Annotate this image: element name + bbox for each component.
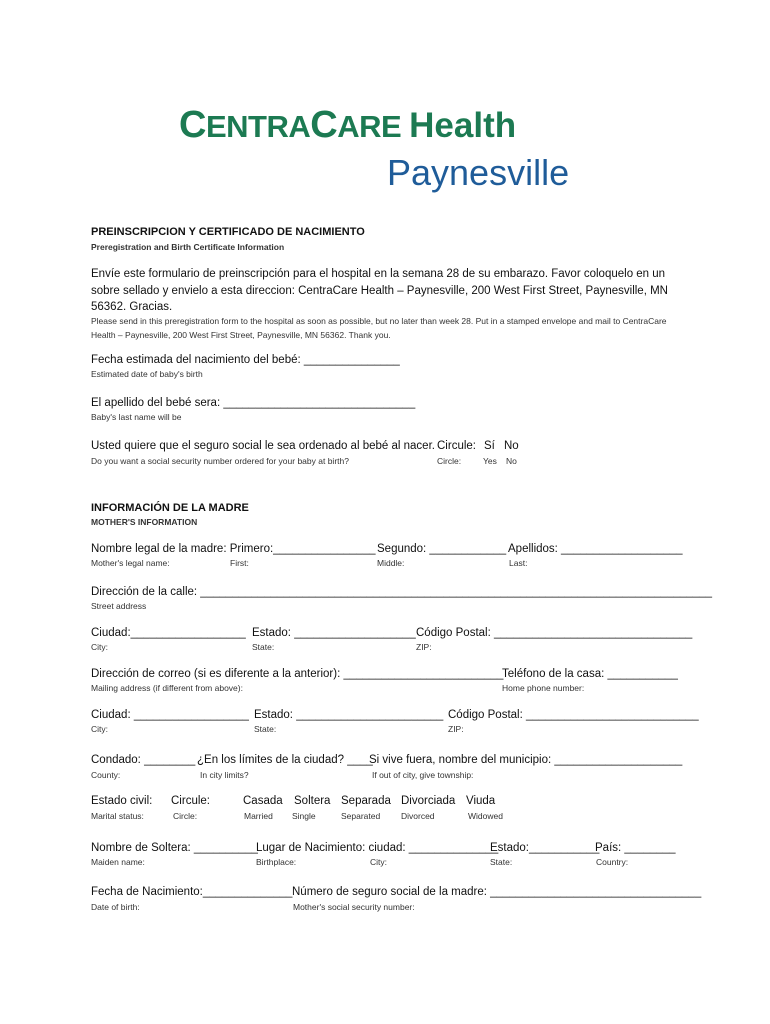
township-label: If out of city, give township: (372, 770, 474, 780)
due-date-label: Estimated date of baby's birth (91, 369, 203, 379)
township-field[interactable]: Si vive fuera, nombre del municipio: ____________________ (369, 754, 683, 766)
birthplace-state-field[interactable]: Estado:___________ (490, 842, 600, 854)
street-address-field[interactable]: Dirección de la calle: ________________________________________________________________________________ (91, 586, 712, 598)
state-label: State: (252, 642, 275, 652)
intro-spanish: Envíe este formulario de preinscripción para el hospital en la semana 28 de su embarazo. Favor coloquelo en un sobre sellado y envielo a esta direccion: CentraCare Health – Paynesville, 200 West First Street, Paynesville, MN 56362. Gracias. (91, 268, 668, 313)
ssn-circle-label: Circule: (437, 440, 476, 452)
mother-section-subtitle: MOTHER'S INFORMATION (91, 517, 198, 527)
county-field[interactable]: Condado: ________ (91, 754, 196, 766)
mailing-zip-field[interactable]: Código Postal: ___________________________ (448, 709, 699, 721)
city-field[interactable]: Ciudad:__________________ (91, 627, 246, 639)
birthplace-label: Birthplace: (256, 857, 297, 867)
intro-english: Please send in this preregistration form to the hospital as soon as possible, but no later than week 28. Put in a stamped envelope and mail to CentraCare Health – Paynesville, 200 West First Street, Paynesville, MN 56362. Thank you. (91, 316, 667, 340)
separated-label: Separated (341, 811, 381, 821)
birthplace-country-field[interactable]: País: ________ (595, 842, 676, 854)
baby-last-name-label: Baby's last name will be (91, 412, 182, 422)
mailing-zip-label: ZIP: (448, 724, 464, 734)
marital-status-label: Estado civil: (91, 795, 153, 807)
maiden-name-label: Maiden name: (91, 857, 145, 867)
mother-section-title: INFORMACIÓN DE LA MADRE (91, 502, 249, 514)
baby-last-name-field[interactable]: El apellido del bebé sera: ______________________________ (91, 397, 416, 409)
street-address-label: Street address (91, 601, 147, 611)
mother-ssn-field[interactable]: Número de seguro social de la madre: _________________________________ (292, 886, 702, 898)
single-label: Single (292, 811, 316, 821)
zip-label: ZIP: (416, 642, 432, 652)
mother-first-name-field[interactable]: Nombre legal de la madre: Primero:________________ (91, 543, 376, 555)
birthplace-city-field[interactable]: Lugar de Nacimiento: ciudad: ______________ (256, 842, 499, 854)
marital-option-separated[interactable]: Separada (341, 795, 391, 807)
date-of-birth-field[interactable]: Fecha de Nacimiento:______________ (91, 886, 293, 898)
ssn-yes-option[interactable]: Sí (484, 440, 495, 452)
city-label: City: (91, 642, 108, 652)
logo-wordmark: CENTRACARE Health (179, 104, 517, 146)
mailing-city-field[interactable]: Ciudad: __________________ (91, 709, 249, 721)
widowed-label: Widowed (468, 811, 503, 821)
marital-status-label-english: Marital status: (91, 811, 144, 821)
mailing-state-field[interactable]: Estado: _______________________ (254, 709, 444, 721)
mother-middle-name-field[interactable]: Segundo: ____________ (377, 543, 507, 555)
page-subtitle: Preregistration and Birth Certificate Information (91, 242, 285, 252)
marital-circle-label-english: Circle: (173, 811, 198, 821)
mailing-address-label: Mailing address (if different from above): (91, 683, 243, 693)
city-limits-label: In city limits? (200, 770, 249, 780)
marital-option-widowed[interactable]: Viuda (466, 795, 496, 807)
mother-last-name-field[interactable]: Apellidos: ___________________ (508, 543, 683, 555)
state-field[interactable]: Estado: ___________________ (252, 627, 416, 639)
city-limits-field[interactable]: ¿En los límites de la ciudad? ____ (197, 754, 373, 766)
marital-option-single[interactable]: Soltera (294, 795, 331, 807)
date-of-birth-label: Date of birth: (91, 902, 140, 912)
last-label: Last: (509, 558, 528, 568)
page-title: PREINSCRIPCION Y CERTIFICADO DE NACIMIENTO (91, 226, 365, 238)
birthplace-city-label: City: (370, 857, 387, 867)
mailing-address-field[interactable]: Dirección de correo (si es diferente a la anterior): _________________________ (91, 668, 504, 680)
home-phone-label: Home phone number: (502, 683, 585, 693)
married-label: Married (244, 811, 273, 821)
due-date-field[interactable]: Fecha estimada del nacimiento del bebé: _______________ (91, 354, 400, 366)
birthplace-state-label: State: (490, 857, 513, 867)
first-label: First: (230, 558, 249, 568)
ssn-circle-label-english: Circle: (437, 456, 462, 466)
logo-location: Paynesville (387, 152, 570, 193)
marital-option-divorced[interactable]: Divorciada (401, 795, 456, 807)
maiden-name-field[interactable]: Nombre de Soltera: __________ (91, 842, 258, 854)
marital-circle-label: Circule: (171, 795, 210, 807)
ssn-no-english: No (506, 456, 517, 466)
mother-ssn-label: Mother's social security number: (293, 902, 415, 912)
middle-label: Middle: (377, 558, 405, 568)
ssn-question: Usted quiere que el seguro social le sea ordenado al bebé al nacer. (91, 440, 435, 452)
mailing-state-label: State: (254, 724, 277, 734)
divorced-label: Divorced (401, 811, 435, 821)
county-label: County: (91, 770, 121, 780)
ssn-no-option[interactable]: No (504, 440, 519, 452)
zip-field[interactable]: Código Postal: _______________________________ (416, 627, 693, 639)
ssn-yes-english: Yes (483, 456, 497, 466)
mother-legal-name-label: Mother's legal name: (91, 558, 170, 568)
ssn-question-english: Do you want a social security number ordered for your baby at birth? (91, 456, 349, 466)
marital-option-married[interactable]: Casada (243, 795, 283, 807)
home-phone-field[interactable]: Teléfono de la casa: ___________ (502, 668, 678, 680)
mailing-city-label: City: (91, 724, 108, 734)
birthplace-country-label: Country: (596, 857, 629, 867)
